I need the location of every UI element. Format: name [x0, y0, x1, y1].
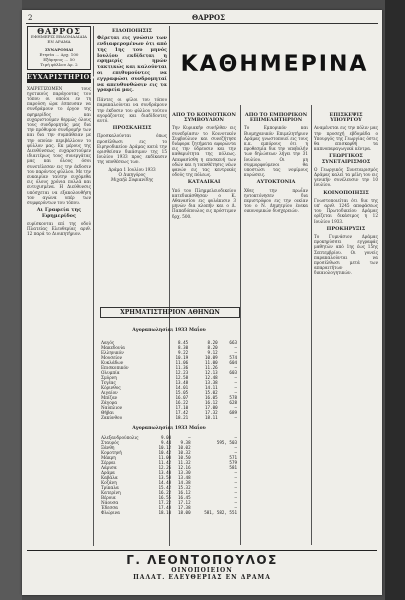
table-cell: 10.19 — [175, 355, 189, 360]
table-cell: — — [234, 390, 237, 395]
article-body: Αναμένεται εις την πόλιν μας την προσεχή εβδομάδα ο Υπουργός της Γεωργίας όστις θα επισκεφθή τα καπνοπαραγωγικά κέντρα. — [314, 125, 378, 152]
signature-line: Μιχαήλ Σοφιανίδης — [110, 177, 154, 183]
notice-body: ευρίσκονται επί της οδού Πλατείας Ελευθερίας αριθ. 12 παρά το Διοικητήριον. — [27, 220, 91, 237]
station-name: Τρίκαλα — [101, 485, 119, 490]
section-heading: ΕΙΔΟΠΟΙΗΣΙΣ — [112, 28, 152, 34]
station-name: Έδεσσα — [101, 505, 119, 510]
table-cell: — — [234, 485, 237, 490]
page-number: 2 — [28, 14, 33, 22]
station-name: Ελληνικόν — [101, 350, 124, 355]
section-heading: ΚΑΤΑΔΙΚΑΙ — [187, 179, 221, 186]
schedule-table — [100, 435, 238, 515]
section-heading: ΑΠΟ ΤΟ ΚΟΙΝΟΤΙΚΟΝ ΣΥΜΒΟΥΛΙΟΝ — [172, 112, 236, 124]
table-cell: 8.45 — [178, 340, 189, 345]
column-rule — [311, 105, 312, 545]
article-body: Υπό του Πλημμελειοδικείου κατεδικάσθησαν ο Κ. Αθανασίου εις φυλάκισιν 3 μηνών δια κλοπήν και ο Δ. Παπαδόπουλος εις πρόστιμον δρχ. 500. — [172, 187, 236, 219]
station-name: Φλώρινα — [101, 510, 120, 515]
table-cell: 16.45 — [177, 495, 191, 500]
table-cell: 17.12 — [177, 500, 191, 505]
table-cell: — — [234, 385, 237, 390]
table-cell: — — [234, 365, 237, 370]
table-cell: 11.00 — [205, 360, 218, 365]
station-name: Κατερίνη — [101, 490, 121, 495]
newspaper-page — [22, 10, 382, 595]
table-cell: 18.21 — [175, 415, 189, 420]
station-name: Σταυρός — [101, 440, 119, 445]
table-cell: 11.36 — [175, 365, 189, 370]
table-cell: 663 — [229, 340, 237, 345]
table-cell: — — [234, 350, 237, 355]
table-cell: 579 — [229, 460, 237, 465]
table-cell: 11.26 — [205, 365, 218, 370]
station-name: Αλεξανδρούπολις — [101, 435, 139, 440]
signature-line: Ο Δικηγόρος — [118, 171, 146, 177]
signature-line: Δράμα 1 Ιουλίου 1933 — [108, 166, 156, 172]
station-name: Σμύρνη — [101, 375, 117, 380]
table-cell: 10.09 — [205, 355, 218, 360]
column-2 — [97, 26, 167, 182]
table-cell: 17.00 — [205, 405, 218, 410]
article-body: Το Γυμνάσιον Δράμας προκηρύσσει εγγραφάς μαθητών από 1ης έως 15ης Σεπτεμβρίου. Οι γονείς παρακαλούνται να προσέλθωσι μετά των απαραιτήτων δικαιολογητικών. — [314, 234, 378, 276]
table-cell: 11.06 — [175, 360, 189, 365]
table-cell: 14.48 — [158, 480, 172, 485]
table-cell: — — [234, 505, 237, 510]
station-name: Τεγέας — [101, 380, 116, 385]
table-cell: 12.58 — [175, 375, 189, 380]
table-cell: 12.13 — [205, 370, 218, 375]
table-cell: — — [234, 445, 237, 450]
table-cell: 15.02 — [205, 390, 218, 395]
table-cell: 18.10 — [158, 510, 172, 515]
table-cell: 15.32 — [177, 485, 191, 490]
station-name: Θήβαι — [101, 410, 114, 415]
section-heading: ΑΥΤΟΚΤΟΝΙΑ — [256, 179, 296, 186]
table-cell: 16.55 — [158, 495, 172, 500]
section-masthead: ΚΑΘΗΜΕΡΙΝΑ — [180, 52, 369, 77]
table-cell: 16.22 — [158, 490, 172, 495]
table-cell: 9.00 — [161, 435, 172, 440]
footer-advertisement — [27, 550, 377, 581]
table-cell: 10.42 — [158, 450, 172, 455]
subs-title: ΣΥΝΔΡΟΜΑΙ — [44, 46, 74, 52]
table-cell: 18.11 — [205, 415, 218, 420]
article-body: Φέρεται εις γνώσιν των ενδιαφερομένων ότι από της 1ης του μηνός Ιουλίου εκδίδεται η εφημερίς ημών τακτικώς και καλούνται οι επιθυμούντες να εγγραφώσι συνδρομηταί να απευθυνθώσιν εις τα γραφεία μας. — [97, 35, 167, 94]
station-name: Επισκοπικόν — [101, 365, 129, 370]
table-cell: 9.12 — [207, 350, 218, 355]
table-cell: 8.20 — [207, 340, 218, 345]
station-name: Ολυμπία — [101, 370, 120, 375]
station-name: Κυκλάδων — [101, 360, 124, 365]
table-cell: 11.00 — [158, 455, 172, 460]
table-cell: 11.42 — [158, 460, 172, 465]
advertiser-business: ΟΙΝΟΠΟΙΕΙΟΝ — [171, 567, 233, 574]
article-body: Γνωστοποιείται ότι δια της υπ' αριθ. 1245 αποφάσεως του Πρωτοδικείου Δράμας ορίζεται δικάσιμος η 12 Ιουλίου 1933. — [314, 197, 378, 224]
table-cell: 581, 582, 551 — [204, 510, 237, 515]
advertiser-address: ΠΑΛΑΤ. ΕΛΕΥΘΕΡΙΑΣ ΕΝ ΔΡΑΜΑ — [133, 574, 271, 581]
table-cell: — — [234, 470, 237, 475]
subscription-box — [27, 26, 91, 70]
scan-left-margin — [0, 0, 22, 600]
article-body: Την Κυριακήν συνήλθεν εις συνεδρίασιν το Κοινοτικόν Συμβούλιον και συνεζήτησε διάφορα ζητήματα αφορώντα εις την ύδρευσιν και την καθαριότητα της πόλεως. Απεφασίσθη η επισκευή των οδών και η τοποθέτησις νέων φανών εις τας κεντρικάς οδούς της πόλεως. — [172, 125, 236, 178]
table-cell: 15.05 — [175, 390, 189, 395]
table-cell: 604 — [229, 360, 237, 365]
table-cell: 12.48 — [205, 375, 218, 380]
table-row — [100, 415, 238, 420]
table-cell: 13.30 — [177, 470, 191, 475]
article-body: Προσκαλούνται όπως προσέλθωσι εις το Ειρηνοδικείον Δράμας κατά την ορισθείσαν δικάσιμον της 15 Ιουλίου 1933 προς εκδίκασιν της υποθέσεως των. — [97, 133, 167, 165]
table-cell: 628 — [229, 400, 237, 405]
section-heading: ΚΟΙΝΟΠΟΙΗΣΙΣ — [323, 189, 369, 196]
table-cell: 9.22 — [178, 350, 189, 355]
table-cell: — — [234, 375, 237, 380]
table-title: ΧΡΗΜΑΤΙΣΤΗΡΙΟΝ ΑΘΗΝΩΝ — [100, 307, 240, 318]
running-head: ΘΑΡΡΟΣ — [192, 13, 226, 22]
table-cell: 13.40 — [158, 470, 172, 475]
station-name: Λαγός — [101, 340, 115, 345]
scan-right-margin — [385, 0, 405, 600]
table-cell: 12.16 — [177, 465, 191, 470]
table-cell: 17.10 — [175, 405, 189, 410]
ad-title: ΘΑΡΡΟΣ — [37, 26, 81, 36]
table-cell: 578 — [229, 395, 237, 400]
table-cell: 10.50 — [177, 455, 191, 460]
article-body: ΧΑΙΡΕΤΙΖΟΜΕΝ τους ηγετικούς παράγοντας του τόπου οι οποίοι εν τη παρούση ώρα έσπευσαν να συνδράμουν το έργον της εφημερίδος και ευχαριστούμεν θερμώς όλους τους συνδρομητάς μας δια την πρόθυμον συνδρομήν των και δια την συμπάθειαν με την οποίαν περιβάλλουν το φύλλον μας. Εκ μέρους της Διευθύνσεως ευχαριστούμεν ιδιαιτέρως τους συνεργάτας μας και όλους όσοι συνετέλεσαν εις την έκδοσιν του παρόντος φύλλου. Με την ευκαιρίαν ταύτην ευχόμεθα εις όλους χρόνια πολλά και ευτυχισμένα. Η Διεύθυνσις υπόσχεται να εξακολουθήση τον αγώνα υπέρ των συμφερόντων του τόπου. — [27, 85, 92, 206]
table-cell: — — [234, 480, 237, 485]
table-cell: 8.20 — [207, 345, 218, 350]
station-name: Ζακύνθου — [101, 415, 123, 420]
station-name: Κοζάνη — [101, 480, 117, 485]
table-cell: 10.32 — [177, 450, 191, 455]
station-name: Κομοτηνή — [101, 450, 122, 455]
table-cell: 603 — [229, 370, 237, 375]
table-cell: 581 — [229, 465, 237, 470]
station-name: Μακεδονία — [101, 345, 125, 350]
section-heading: ΑΠΟ ΤΟ ΕΜΠΟΡΙΚΟΝ ΕΠΙΜΕΛΗΤΗΡΙΟΝ — [244, 112, 308, 124]
notice-heading: Αι Γραφεία της Εφημερίδος — [36, 207, 82, 219]
table-subheading: Αγοραπωλησίαι 1933 Μαΐου — [132, 426, 206, 431]
subs-line: Ετησία … Δρχ. 100 — [39, 51, 79, 57]
table-cell: 12.26 — [158, 465, 172, 470]
station-name: Μουσείον — [101, 355, 123, 360]
subs-line: Τιμή φύλλου Δρ. 2 — [40, 62, 78, 68]
table-cell: 14.01 — [175, 385, 189, 390]
station-name: Κόρινθος — [101, 385, 121, 390]
table-cell: 574 — [229, 355, 237, 360]
article-body: Χθες την πρωΐαν ηυτοκτόνησεν δια περιστρόφου εις την οικίαν του ο Ν. Δημητρίου ένεκα οικονομικών δυσχερειών. — [244, 187, 308, 214]
table-cell: 9.38 — [180, 440, 191, 445]
table-cell: — — [188, 435, 191, 440]
station-name: Ζάγορα — [101, 400, 118, 405]
table-cell: 13.48 — [175, 380, 189, 385]
table-cell: 17.32 — [205, 410, 218, 415]
table-cell: 17.38 — [177, 505, 191, 510]
table-cell: 10.12 — [158, 445, 172, 450]
table-cell: 8.30 — [178, 345, 189, 350]
column-rule — [93, 26, 94, 546]
ad-place: ΕΝ ΔΡΑΜΑ — [47, 39, 71, 45]
section-heading: ΠΡΟΚΗΡΥΞΙΣ — [326, 225, 366, 232]
table-cell: 571 — [229, 455, 237, 460]
table-cell: 16.12 — [205, 400, 218, 405]
table-subheading: Αγοραπωλησίαι 1933 Μαΐου — [132, 328, 206, 333]
station-name: Ξάνθη — [101, 445, 115, 450]
station-name: Μάκρη — [101, 455, 116, 460]
table-cell: 16.05 — [205, 395, 218, 400]
table-cell: 17.42 — [175, 410, 189, 415]
table-cell: 13.38 — [205, 380, 218, 385]
station-name: Δράμα — [101, 470, 115, 475]
table-cell: 10.02 — [177, 445, 191, 450]
table-cell: 9.44 — [161, 440, 172, 445]
table-cell: — — [234, 500, 237, 505]
table-cell: — — [234, 450, 237, 455]
section-heading: ΕΠΙΣΚΕΨΙΣ ΥΠΟΥΡΓΟΥ — [329, 112, 363, 124]
table-cell: 16.12 — [177, 490, 191, 495]
table-cell: 18.00 — [177, 510, 191, 515]
station-name: Νάουσα — [101, 500, 119, 505]
table-cell: — — [234, 405, 237, 410]
table-cell: — — [234, 490, 237, 495]
section-heading: ΓΕΩΡΓΙΚΟΣ ΣΥΝΕΤΑΙΡΙΣΜΟΣ — [321, 153, 371, 165]
table-cell: 13.48 — [177, 475, 191, 480]
table-cell: 16.22 — [175, 400, 189, 405]
table-cell: 13.58 — [158, 475, 172, 480]
article-body: Ο Γεωργικός Συνεταιρισμός Δράμας καλεί τα μέλη του εις γενικήν συνέλευσιν την 10 Ιουλίου. — [314, 166, 378, 188]
table-cell: — — [234, 475, 237, 480]
table-cell: 14.11 — [205, 385, 218, 390]
table-cell: — — [234, 380, 237, 385]
station-name: Μπίζαν — [101, 395, 118, 400]
table-cell: 16.07 — [175, 395, 189, 400]
station-name: Σέρραι — [101, 460, 116, 465]
table-cell: — — [234, 435, 237, 440]
table-cell: 595, 503 — [216, 440, 237, 445]
table-cell: — — [234, 495, 237, 500]
table-cell: 12.23 — [175, 370, 189, 375]
advertiser-name: Γ. ΛΕΟΝΤΟΠΟΥΛΟΣ — [126, 553, 278, 567]
section-heading: ΠΡΟΣΚΛΗΣΙΣ — [112, 125, 152, 132]
column-3 — [172, 110, 236, 219]
station-name: Καβάλα — [101, 475, 118, 480]
article-body: Το Εμπορικόν και Βιομηχανικόν Επιμελητήριον Δράμας γνωστοποιεί εις τους κ.κ. εμπόρους ότι η προθεσμία δια την υποβολήν των δηλώσεων λήγει την 31 Ιουλίου. Οι μη συμμορφούμενοι θα υποστώσι τας νομίμους κυρώσεις. — [244, 125, 308, 178]
table-cell: 17.22 — [158, 500, 172, 505]
table-cell: 14.38 — [177, 480, 191, 485]
schedule-table — [100, 340, 238, 420]
table-cell: 15.42 — [158, 485, 172, 490]
table-cell: 689 — [229, 410, 237, 415]
ad-subtitle: ΕΦΗΜΕΡΙΣ ΕΒΔΟΜΑΔΙΑΙΑ — [31, 34, 87, 40]
table-row — [100, 510, 238, 515]
black-headline: ΕΥΧΑΡΙΣΤΗΡΙΟΝ — [27, 73, 97, 82]
station-name: Αιγαίον — [101, 390, 118, 395]
column-4 — [244, 110, 308, 214]
article-body: Πάντες οι φίλοι του τόπου παρακαλούνται να συνδράμουν την έκδοσιν του φύλλου τούτου αγοράζοντες και διαδίδοντες αυτό. — [97, 97, 167, 123]
column-5 — [314, 110, 378, 276]
subs-line: Εξάμηνος … 50 — [43, 57, 75, 63]
station-name: Ναύπλιον — [101, 405, 123, 410]
table-cell: 17.48 — [158, 505, 172, 510]
column-rule — [240, 105, 241, 545]
column-1 — [27, 26, 97, 237]
table-cell: 11.32 — [177, 460, 191, 465]
station-name: Βέροια — [101, 495, 116, 500]
top-rule — [26, 23, 378, 24]
station-name: Λάρισα — [101, 465, 117, 470]
table-cell: — — [234, 415, 237, 420]
table-cell: — — [234, 345, 237, 350]
